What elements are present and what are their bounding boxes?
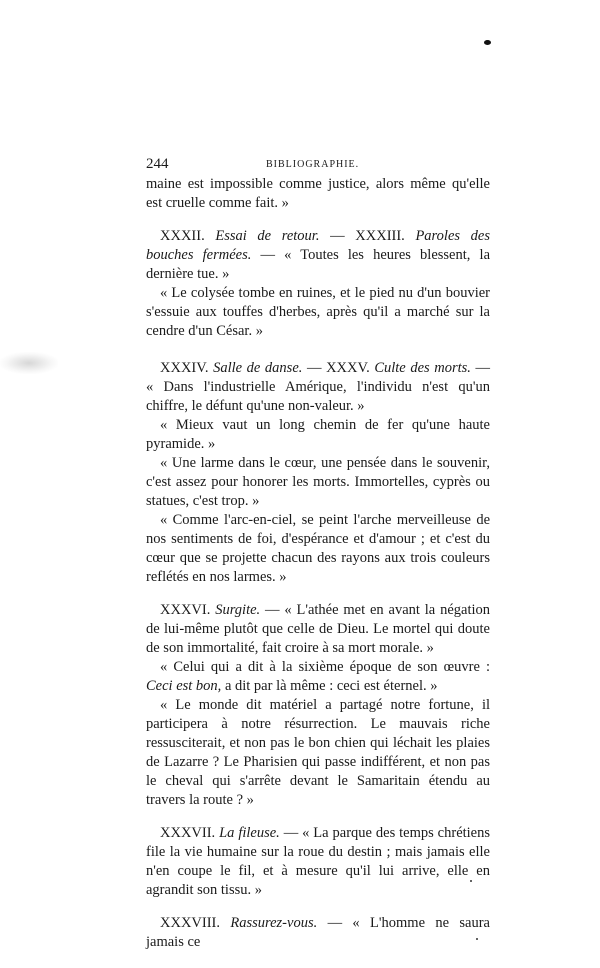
text-run: — XXXIII. [319,228,416,244]
text-run: XXXII. [160,228,216,244]
ink-speck [484,40,491,45]
speck [476,938,478,940]
paragraph [146,454,490,511]
text-run: « Le colysée tombe en ruines, et le pied nu d'un bouvier s'essuie aux touffes d'herbes, après qu'il a marché sur la cendre d'un César. » [146,285,490,339]
text-run: « Comme l'arc-en-ciel, se peint l'arche merveilleuse de nos sentiments de foi, d'espérance et d'amour ; et c'est du cœur que se projette chacun des rayons aux trois couleurs reflétés en nos larmes. » [146,512,490,585]
page-number: 244 [146,156,169,172]
text-column [146,175,490,952]
section-title: Rassurez-vous. [230,915,318,931]
running-head: BIBLIOGRAPHIE. [266,159,360,170]
text-run: « Le monde dit matériel a partagé notre fortune, il participera à notre résurrection. Le mauvais riche ressusciterait, et non pas le bon chien qui léchait les plaies de Lazarre ? Le Pharisien qui passe indifférent, et non pas le cheval qui s'arrête devant le Samaritain étendu au travers la route ? » [146,697,490,808]
section-title: Salle de danse. [213,360,303,376]
paragraph [146,359,490,416]
text-run: « Une larme dans le cœur, une pensée dans le souvenir, c'est assez pour honorer les morts. Immortelles, cyprès ou statues, c'est trop. » [146,455,490,509]
text-run: « Celui qui a dit à la sixième époque de son œuvre : [160,659,490,675]
text-run: XXXVIII. [160,915,231,931]
text-run: maine est impossible comme justice, alors même qu'elle est cruelle comme fait. » [146,176,490,211]
text-run: — « Toutes les heures blessent, la dernière tue. » [146,247,490,282]
section-title: La fileuse. [219,825,280,841]
paragraph [146,696,490,810]
text-run: — « L'homme ne saura jamais ce [146,915,490,950]
section-title: Essai de retour. [215,228,320,244]
paragraph [146,914,490,952]
section-title: Surgite. [215,602,261,618]
paragraph [146,601,490,658]
text-run: XXXVII. [160,825,220,841]
paragraph [146,284,490,341]
text-run: — « La parque des temps chrétiens file la vie humaine sur la roue du destin ; mais jamais elle n'en coupe le fil, et à mesure qu'il lui arrive, elle en agrandit son tissu. » [146,825,491,898]
text-run: — « L'athée met en avant la négation de lui-même plutôt que celle de Dieu. Le mortel qui doute de son immortalité, fait croire à sa mort morale. » [146,602,491,656]
section-title: Culte des morts. [374,360,471,376]
text-run: XXXVI. [160,602,216,618]
text-run: « Mieux vaut un long chemin de fer qu'une haute pyramide. » [146,417,490,452]
paragraph [146,227,490,284]
text-run: — XXXV. [302,360,375,376]
paragraph [146,416,490,454]
paragraph [146,658,490,696]
quoted-phrase: Ceci est bon, [146,678,222,694]
text-run: XXXIV. [160,360,214,376]
section-title: Paroles des bouches fermées. [146,228,490,263]
paragraph [146,175,490,213]
paragraph [146,824,490,900]
page-header [146,156,476,176]
margin-stain [0,352,58,374]
text-run: — « Dans l'industrielle Amérique, l'individu n'est qu'un chiffre, le défunt qu'une non-valeur. » [146,360,490,414]
speck [470,880,472,882]
paragraph [146,511,490,587]
text-run: a dit par là même : ceci est éternel. » [221,678,438,694]
